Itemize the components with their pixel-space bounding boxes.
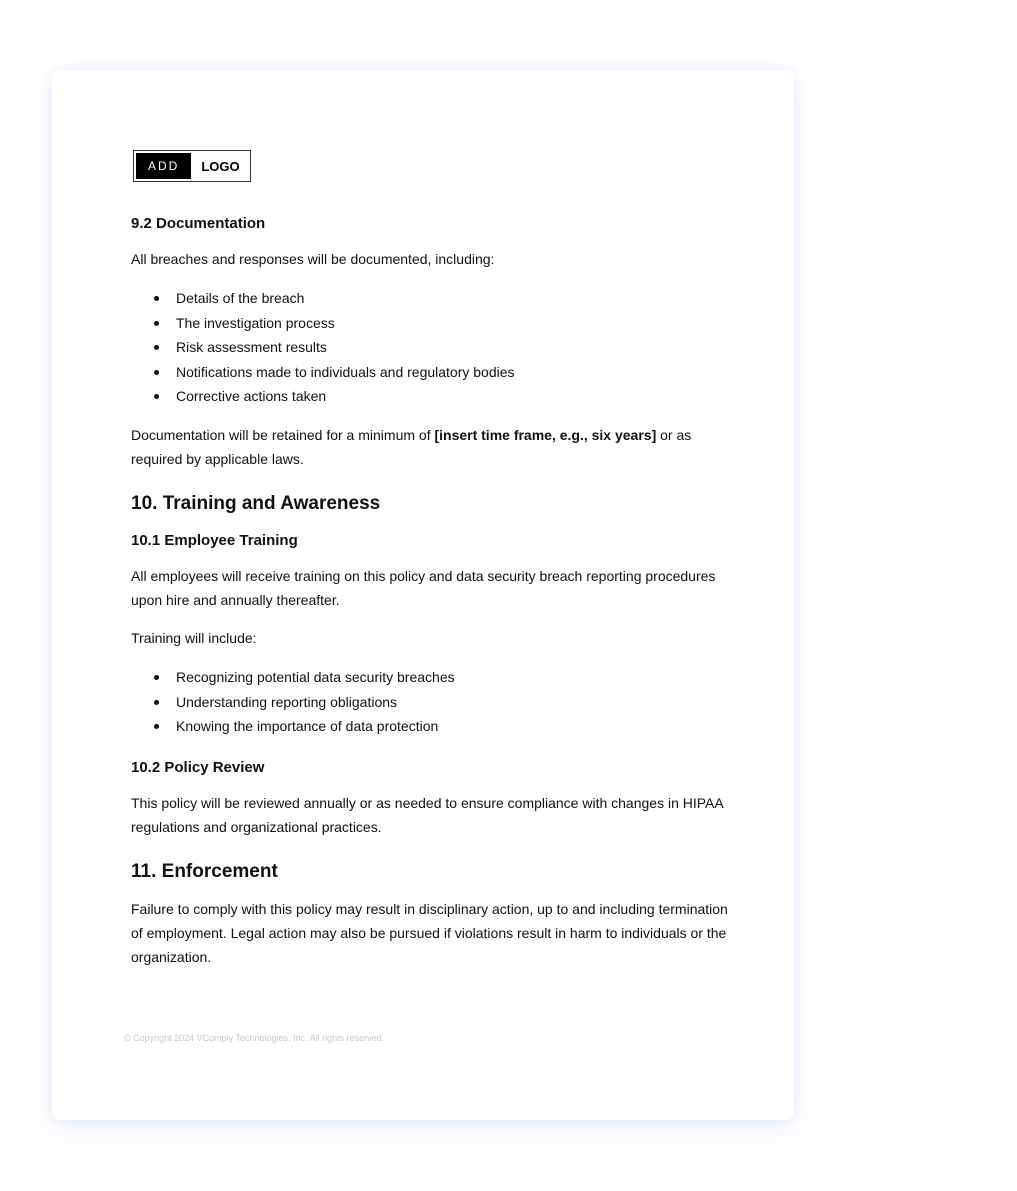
- list-item: The investigation process: [131, 311, 731, 336]
- list-item: Recognizing potential data security breaches: [131, 665, 731, 690]
- heading-9-2: 9.2 Documentation: [131, 215, 266, 232]
- training-intro: Training will include:: [131, 629, 257, 646]
- heading-11: 11. Enforcement: [131, 860, 278, 882]
- list-item: Understanding reporting obligations: [131, 690, 731, 715]
- list-item: Notifications made to individuals and regulatory bodies: [131, 360, 731, 385]
- heading-10-2: 10.2 Policy Review: [131, 758, 265, 776]
- enforcement-paragraph: Failure to comply with this policy may result in disciplinary action, up to and including termination of employment. Legal action may also be pursued if violations result in harm to individuals or the organization.: [131, 900, 728, 965]
- document-content: [131, 150, 731, 969]
- list-item: Corrective actions taken: [131, 384, 731, 409]
- retention-paragraph: [131, 423, 731, 471]
- heading-10: 10. Training and Awareness: [131, 492, 381, 514]
- list-item: Details of the breach: [131, 286, 731, 311]
- document-page: [52, 70, 794, 1120]
- list-item: Risk assessment results: [131, 335, 731, 360]
- policy-review-paragraph: This policy will be reviewed annually or as needed to ensure compliance with changes in HIPAA regulations and organizational practices.: [131, 794, 723, 835]
- copyright-footer: © Copyright 2024 VComply Technologies, Inc. All rights reserved.: [124, 1033, 385, 1043]
- logo-placeholder: [133, 150, 251, 182]
- logo-add-text: ADD: [136, 153, 191, 179]
- employee-training-paragraph: All employees will receive training on this policy and data security breach reporting procedures upon hire and annually thereafter.: [131, 567, 716, 608]
- list-item: Knowing the importance of data protection: [131, 714, 731, 739]
- retention-timeframe-placeholder: [insert time frame, e.g., six years]: [434, 426, 657, 443]
- logo-logo-text: LOGO: [201, 158, 240, 174]
- retention-text-end: or as required by applicable laws.: [131, 426, 692, 467]
- documentation-list: [131, 286, 731, 409]
- training-list: [131, 665, 731, 739]
- heading-10-1: 10.1 Employee Training: [131, 531, 298, 549]
- documentation-intro: All breaches and responses will be documented, including:: [131, 251, 495, 267]
- retention-text: Documentation will be retained for a minimum of: [131, 426, 435, 443]
